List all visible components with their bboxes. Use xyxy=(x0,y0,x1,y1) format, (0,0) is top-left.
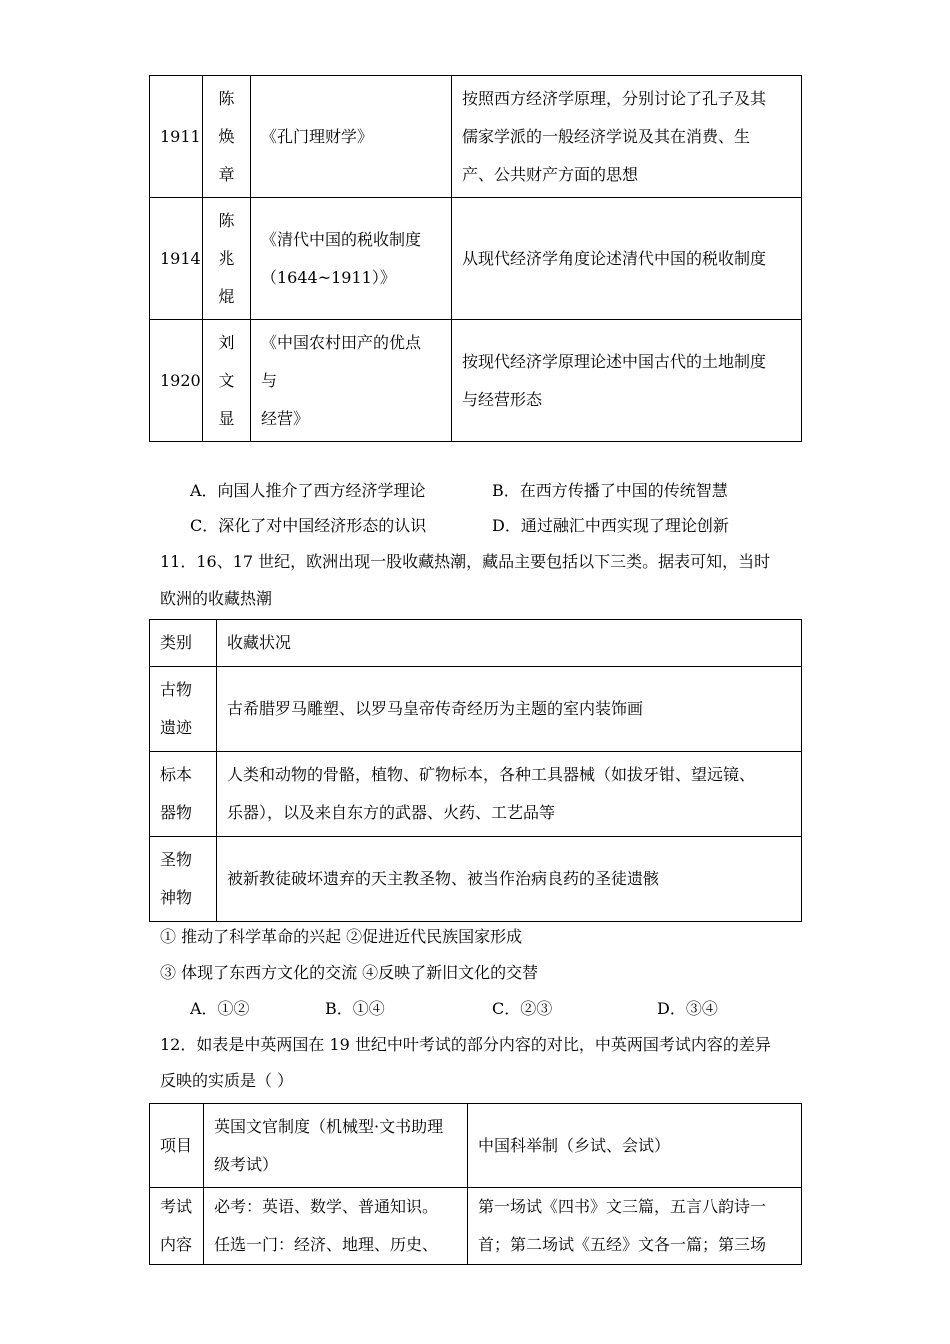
uk-content-cell: 必考：英语、数学、普通知识。 任选一门：经济、地理、历史、 xyxy=(204,1188,468,1265)
year-cell: 1920 xyxy=(150,320,203,442)
table-row xyxy=(150,667,802,752)
table-row xyxy=(150,198,802,320)
category-cell: 标本 器物 xyxy=(150,752,217,837)
exam-comparison-table xyxy=(149,1103,802,1265)
option-d[interactable]: D．③④ xyxy=(657,999,718,1018)
title-cell: 《中国农村田产的优点 与 经营》 xyxy=(251,320,452,442)
option-c[interactable]: C．深化了对中国经济形态的认识 xyxy=(190,516,427,535)
content-cell: 被新教徒破坏遗弃的天主教圣物、被当作治病良药的圣徒遗骸 xyxy=(217,837,802,922)
header-category: 类别 xyxy=(150,620,217,667)
option-b[interactable]: B．在西方传播了中国的传统智慧 xyxy=(492,481,728,500)
header-uk: 英国文官制度（机械型·文书助理 级考试） xyxy=(204,1104,468,1188)
content-cell: 人类和动物的骨骼，植物、矿物标本，各种工具器械（如拔牙钳、望远镜、 乐器），以及来自东方的武器、火药、工艺品等 xyxy=(217,752,802,837)
economics-works-table xyxy=(149,75,802,442)
question-12-stem: 12．如表是中英两国在 19 世纪中叶考试的部分内容的对比，中英两国考试内容的差异 xyxy=(160,1035,771,1054)
option-a[interactable]: A．①② xyxy=(190,999,250,1018)
question-11-stem: 11．16、17 世纪，欧洲出现一股收藏热潮，藏品主要包括以下三类。据表可知，当时 xyxy=(160,552,771,571)
table-header-row xyxy=(150,1104,802,1188)
option-b[interactable]: B．①④ xyxy=(325,999,385,1018)
table-row xyxy=(150,320,802,442)
content-cell: 古希腊罗马雕塑、以罗马皇帝传奇经历为主题的室内装饰画 xyxy=(217,667,802,752)
header-status: 收藏状况 xyxy=(217,620,802,667)
category-cell: 圣物 神物 xyxy=(150,837,217,922)
table-row xyxy=(150,1188,802,1265)
year-cell: 1911 xyxy=(150,76,203,198)
question-12-stem-cont: 反映的实质是（ ） xyxy=(160,1071,294,1090)
table-header-row xyxy=(150,620,802,667)
content-cell: 从现代经济学角度论述清代中国的税收制度 xyxy=(452,198,802,320)
option-d[interactable]: D．通过融汇中西实现了理论创新 xyxy=(492,516,729,535)
item-cell: 考试 内容 xyxy=(150,1188,204,1265)
question-11-stem-cont: 欧洲的收藏热潮 xyxy=(160,589,273,608)
statement-line-1: ① 推动了科学革命的兴起 ②促进近代民族国家形成 xyxy=(160,927,523,946)
content-cell: 按现代经济学原理论述中国古代的土地制度 与经营形态 xyxy=(452,320,802,442)
table-row xyxy=(150,752,802,837)
collection-table xyxy=(149,619,802,922)
cn-content-cell: 第一场试《四书》文三篇，五言八韵诗一 首；第二场试《五经》文各一篇；第三场 xyxy=(468,1188,802,1265)
title-cell: 《孔门理财学》 xyxy=(251,76,452,198)
option-a[interactable]: A．向国人推介了西方经济学理论 xyxy=(190,481,426,500)
category-cell: 古物 遗迹 xyxy=(150,667,217,752)
statement-line-2: ③ 体现了东西方文化的交流 ④反映了新旧文化的交替 xyxy=(160,963,539,982)
title-cell: 《清代中国的税收制度 （1644~1911）》 xyxy=(251,198,452,320)
header-cn: 中国科举制（乡试、会试） xyxy=(468,1104,802,1188)
header-item: 项目 xyxy=(150,1104,204,1188)
year-cell: 1914 xyxy=(150,198,203,320)
table-row xyxy=(150,76,802,198)
content-cell: 按照西方经济学原理，分别讨论了孔子及其 儒家学派的一般经济学说及其在消费、生 产、公共财产方面的思想 xyxy=(452,76,802,198)
table-row xyxy=(150,837,802,922)
author-cell: 刘 文 显 xyxy=(203,320,251,442)
author-cell: 陈 焕 章 xyxy=(203,76,251,198)
option-c[interactable]: C．②③ xyxy=(492,999,553,1018)
author-cell: 陈 兆 焜 xyxy=(203,198,251,320)
